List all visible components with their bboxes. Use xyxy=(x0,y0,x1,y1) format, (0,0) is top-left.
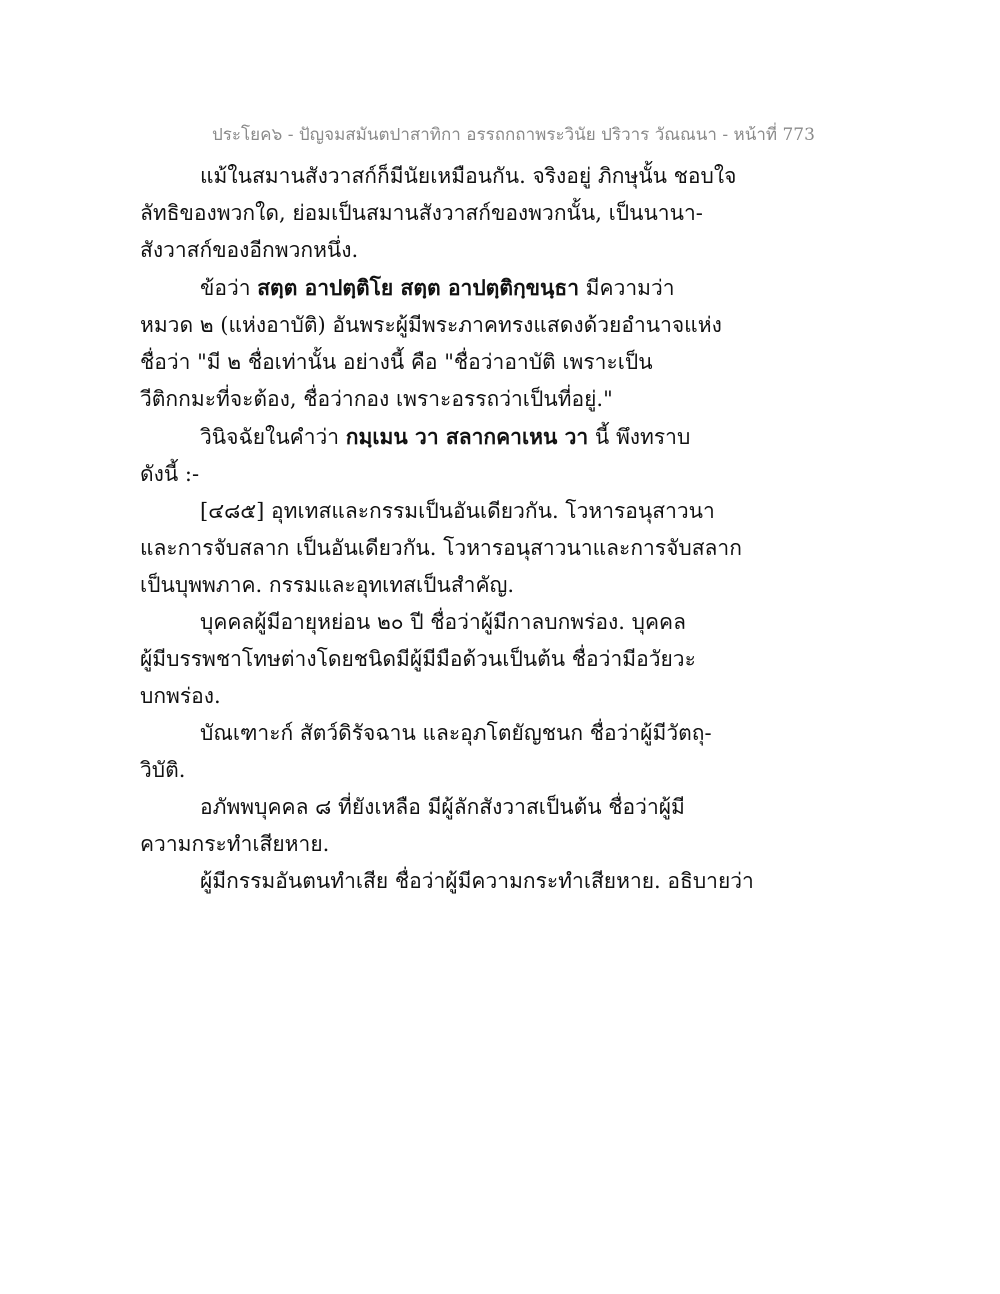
running-header: ประโยค๖ - ปัญจมสมันตปาสาทิกา อรรถกถาพระวินัย ปริวาร วัณณนา - หน้าที่ 773 xyxy=(212,125,815,145)
text-run: มีความว่า xyxy=(579,276,675,300)
paragraph-7 xyxy=(140,789,700,863)
paragraph-2 xyxy=(140,269,722,418)
paragraph-line: แม้ในสมานสังวาสก์ก็มีนัยเหมือนกัน. จริงอยู่ ภิกษุนั้น ชอบใจ xyxy=(200,164,737,188)
paragraph-line: ลัทธิของพวกใด, ย่อมเป็นสมานสังวาสก์ของพวกนั้น, เป็นนานา- xyxy=(140,201,703,225)
paragraph-line: และการจับสลาก เป็นอันเดียวกัน. โวหารอนุสาวนาและการจับสลาก xyxy=(140,536,742,560)
paragraph-line: วิบัติ. xyxy=(140,758,186,782)
paragraph-line: อภัพพบุคคล ๘ ที่ยังเหลือ มีผู้ลักสังวาสเป็นต้น ชื่อว่าผู้มี xyxy=(200,795,685,819)
paragraph-line: [๔๘๕] อุทเทสและกรรมเป็นอันเดียวกัน. โวหารอนุสาวนา xyxy=(200,499,715,523)
paragraph-line xyxy=(140,418,700,456)
paragraph-6 xyxy=(140,715,712,789)
paragraph-line: บุคคลผู้มีอายุหย่อน ๒๐ ปี ชื่อว่าผู้มีกาลบกพร่อง. บุคคล xyxy=(200,610,686,634)
paragraph-line: บัณเฑาะก์ สัตว์ดิรัจฉาน และอุภโตยัญชนก ชื่อว่าผู้มีวัตถุ- xyxy=(200,721,712,745)
paragraph-3 xyxy=(140,418,700,493)
paragraph-line: ผู้มีบรรพชาโทษต่างโดยชนิดมีผู้มีมือด้วนเป็นต้น ชื่อว่ามีอวัยวะ xyxy=(140,647,696,671)
paragraph-line: หมวด ๒ (แห่งอาบัติ) อันพระผู้มีพระภาคทรงแสดงด้วยอำนาจแห่ง xyxy=(140,313,722,337)
paragraph-line: ความกระทำเสียหาย. xyxy=(140,832,330,856)
paragraph-line: เป็นบุพพภาค. กรรมและอุทเทสเป็นสำคัญ. xyxy=(140,573,515,597)
pali-term: สตฺต อาปตฺติโย สตฺต อาปตฺติกฺขนฺธา xyxy=(257,275,579,300)
paragraph-line: ชื่อว่า "มี ๒ ชื่อเท่านั้น อย่างนี้ คือ "ชื่อว่าอาบัติ เพราะเป็น xyxy=(140,350,653,374)
paragraph-line: ผู้มีกรรมอันตนทำเสีย ชื่อว่าผู้มีความกระทำเสียหาย. อธิบายว่า xyxy=(200,869,754,893)
paragraph-line xyxy=(140,269,700,307)
paragraph-4 xyxy=(140,493,742,604)
paragraph-line: วีติกกมะที่จะต้อง, ชื่อว่ากอง เพราะอรรถว่าเป็นที่อยู่." xyxy=(140,387,613,411)
paragraph-1 xyxy=(140,158,737,269)
pali-term: กมฺเมน วา สลากคาเหน วา xyxy=(345,424,589,449)
paragraph-line: บกพร่อง. xyxy=(140,684,221,708)
paragraph-line: สังวาสก์ของอีกพวกหนึ่ง. xyxy=(140,238,359,262)
paragraph-8 xyxy=(140,863,754,900)
text-run: ข้อว่า xyxy=(200,276,258,300)
text-run: วินิจฉัยในคำว่า xyxy=(200,425,346,449)
paragraph-line: ดังนี้ :- xyxy=(140,462,200,486)
body-text xyxy=(140,158,754,900)
paragraph-5 xyxy=(140,604,700,715)
text-run: นี้ พึงทราบ xyxy=(588,425,691,449)
